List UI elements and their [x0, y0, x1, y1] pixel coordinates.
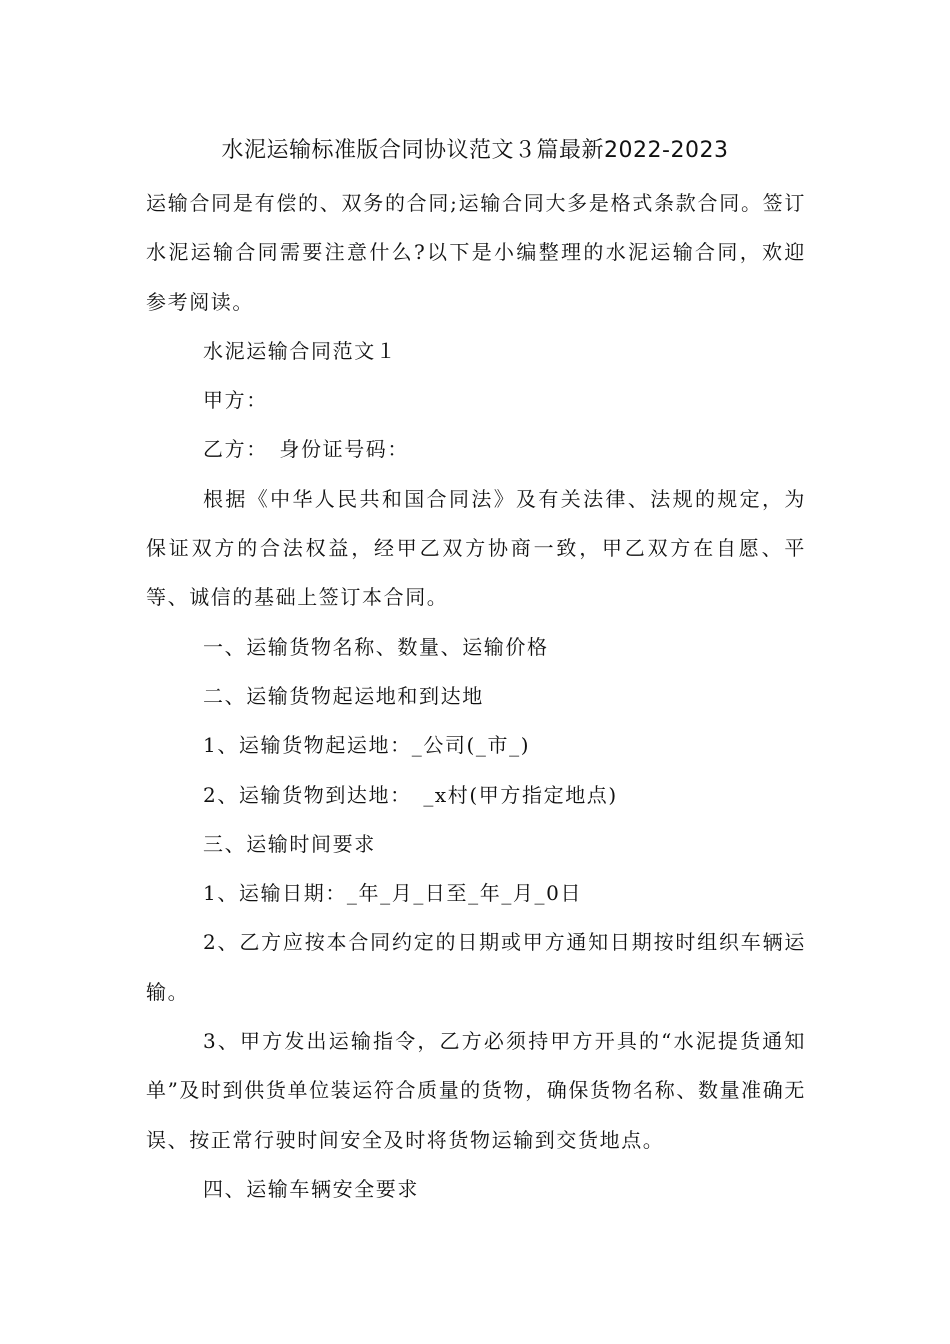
paragraph-legal-basis: 根据《中华人民共和国合同法》及有关法律、法规的规定，为保证双方的合法权益，经甲乙双方协商一致，甲乙双方在自愿、平等、诚信的基础上签订本合同。 [146, 486, 806, 610]
clause-heading-3: 三、运输时间要求 [203, 831, 376, 856]
party-b-line: 乙方： 身份证号码： [203, 437, 409, 462]
document-body [146, 179, 806, 1214]
clause-item-3-3: 3、甲方发出运输指令，乙方必须持甲方开具的“水泥提货通知单”及时到供货单位装运符合质量的货物，确保货物名称、数量准确无误、按正常行驶时间安全及时将货物运输到交货地点。 [146, 1029, 806, 1152]
section-heading-sample-1: 水泥运输合同范文１ [203, 338, 398, 363]
document-title: 水泥运输标准版合同协议范文３篇最新2022-2023 [221, 138, 729, 163]
clause-heading-4: 四、运输车辆安全要求 [203, 1176, 419, 1201]
clause-item-2-2: 2、运输货物到达地： _x村(甲方指定地点) [203, 782, 618, 807]
clause-heading-1: 一、运输货物名称、数量、运输价格 [203, 634, 549, 659]
paragraph-intro: 运输合同是有偿的、双务的合同;运输合同大多是格式条款合同。签订水泥运输合同需要注意什么?以下是小编整理的水泥运输合同，欢迎参考阅读。 [146, 191, 806, 314]
clause-item-3-1: 1、运输日期：_年_月_日至_年_月_0日 [203, 881, 583, 906]
clause-item-2-1: 1、运输货物起运地：_公司(_市_) [203, 733, 531, 758]
clause-heading-2: 二、运输货物起运地和到达地 [203, 683, 484, 708]
party-a-line: 甲方： [203, 388, 268, 413]
clause-item-3-2: 2、乙方应按本合同约定的日期或甲方通知日期按时组织车辆运输。 [146, 930, 806, 1004]
